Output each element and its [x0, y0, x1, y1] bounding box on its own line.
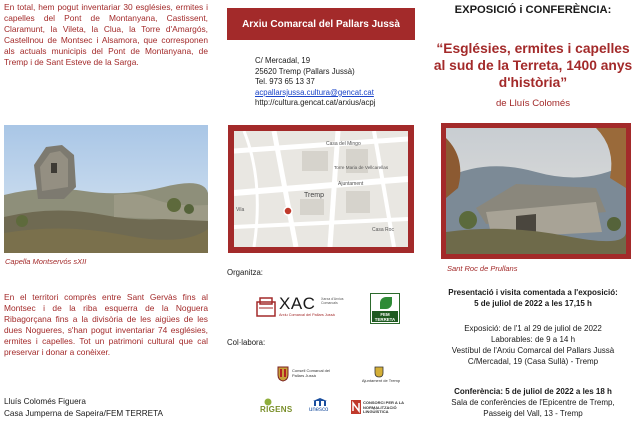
leaf-icon	[380, 297, 392, 309]
crest-icon	[374, 366, 384, 378]
rigens-text: RIGENS	[260, 405, 293, 414]
location-pin-icon	[284, 207, 292, 215]
sant-roc-caption: Sant Roc de Prullans	[447, 264, 518, 273]
map-label-tremp: Tremp	[304, 192, 324, 199]
middle-panel	[213, 0, 426, 434]
xac-acronym: XAC	[279, 294, 316, 313]
right-panel	[426, 0, 640, 434]
exhibition-info	[426, 323, 640, 367]
organitza-label: Organitza:	[227, 268, 263, 277]
xac-fullname: Arxiu Comarcal del Pallars Jussà	[279, 313, 335, 317]
address-block	[255, 56, 425, 109]
conference-venue: Sala de conferències de l'Epicentre de Tremp,	[451, 398, 615, 407]
consorci-mark-icon	[351, 400, 361, 414]
map-label-casa-roc: Casa Roc	[372, 227, 394, 233]
collabora-label: Col·labora:	[227, 338, 266, 347]
consell-text: Consell Comarcal del Pallars Jussà	[292, 368, 331, 378]
consorci-logo	[351, 398, 423, 418]
montservos-chapel-image	[4, 125, 208, 253]
map-label-torre-maria: Torre Maria de Vellcarellas	[334, 165, 389, 170]
chapel-photo	[4, 125, 208, 253]
chapel-caption: Capella Montservós sXII	[5, 257, 87, 266]
exhibition-author: de Lluís Colomés	[495, 98, 571, 109]
rigens-logo	[256, 398, 296, 414]
ajuntament-tremp-logo	[356, 366, 406, 386]
signature	[4, 396, 208, 419]
left-panel	[0, 0, 213, 434]
temple-icon	[313, 398, 327, 407]
unesco-logo	[305, 398, 335, 416]
map-label-casa-del-mingo: Casa del Mingo	[326, 141, 361, 147]
shield-icon	[277, 366, 289, 382]
conference-address: Passeig del Vall, 13 - Tremp	[483, 409, 583, 418]
email-link[interactable]: acpallarsjussa.cultura@gencat.cat	[255, 87, 374, 97]
folder-icon	[255, 296, 277, 318]
location-map	[228, 125, 414, 253]
presentation-line-1: Presentació i visita comentada a l'exposició:	[448, 288, 618, 297]
archive-banner: Arxiu Comarcal del Pallars Jussà	[227, 8, 415, 40]
xac-logo	[255, 294, 344, 318]
territory-text: En el territori comprès entre Sant Gervàs fins al Montsec i de la riba esquerra de la Noguera Ribagorçana fins a la divisòria de les aigües de les dues Nogueres, s'han pogut inventariar 74 esglésies, ermites i capelles. Tot un patrimoni cultural que cal preservar i donar a conèixer.	[4, 292, 208, 358]
consell-logo	[277, 366, 337, 384]
xac-subtitle: Xarxa d'Arxius Comarcals	[321, 297, 344, 306]
exhibition-address: C/Mercadal, 19 (Casa Sullà) - Tremp	[467, 357, 599, 366]
map-label-ajuntament: Ajuntament	[338, 181, 364, 187]
address-city: 25620 Tremp (Pallars Jussà)	[255, 66, 355, 76]
fem-terreta-logo	[370, 293, 400, 324]
unesco-text: unesco	[309, 407, 329, 413]
conference-date: Conferència: 5 de juliol de 2022 a les 18 h	[454, 387, 612, 396]
ajuntament-tremp-text: Ajuntament de Tremp	[361, 378, 401, 383]
intro-text: En total, hem pogut inventariar 30 esglésies, ermites i capelles del Pont de Montanyana, Castissent, Claramunt, la Vileta, la Clua, la Torre d'Amargós, Castellnou de Montsec i Alsamora, que corresponen als actuals municipis del Pont de Montanyana, de Tremp i de Sant Esteve de la Sarga.	[4, 2, 208, 68]
consorci-text: CONSORCI PER A LA NORMALITZACIÓ LINGÜÍSTICA	[363, 400, 404, 415]
presentation-info	[426, 287, 640, 309]
author-name: Lluís Colomés Figuera	[4, 397, 86, 406]
street-map-image	[234, 131, 408, 247]
exhibition-hours: Laborables: de 9 a 14 h	[490, 335, 576, 344]
exhibition-dates: Exposició: de l'1 al 29 de juliol de 2022	[464, 324, 602, 333]
author-org: Casa Jumperna de Sapeira/FEM TERRETA	[4, 408, 163, 418]
presentation-line-2: 5 de juliol de 2022 a les 17,15 h	[474, 299, 592, 308]
sant-roc-photo	[441, 123, 631, 259]
conference-info	[426, 386, 640, 419]
address-phone: Tel. 973 65 13 37	[255, 77, 315, 87]
website-url[interactable]: http://cultura.gencat.cat/arxius/acpj	[255, 98, 376, 108]
exhibition-title: “Esglésies, ermites i capelles al sud de la Terreta, 1400 anys d'història”	[433, 41, 633, 90]
fem-terreta-text: FEM TERRETA	[372, 311, 398, 322]
exhibition-venue: Vestíbul de l'Arxiu Comarcal del Pallars Jussà	[451, 346, 615, 355]
sant-roc-chapel-image	[446, 128, 626, 254]
address-street: C/ Mercadal, 19	[255, 56, 311, 65]
map-label-vila: Vila	[236, 207, 245, 213]
event-heading: EXPOSICIÓ i CONFERÈNCIA:	[454, 4, 612, 16]
